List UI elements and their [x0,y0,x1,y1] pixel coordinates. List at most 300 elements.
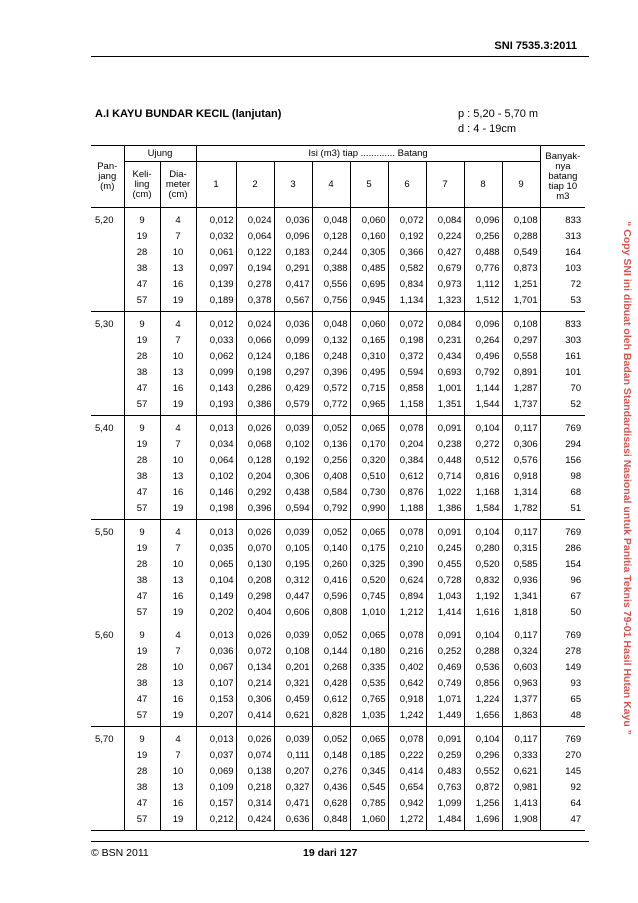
cell-volume: 0,315 [502,540,540,556]
footer-rule [91,841,589,842]
table-row [91,588,585,604]
table-row [91,675,585,691]
cell-banyaknya: 313 [540,228,585,244]
cell-volume: 0,558 [502,348,540,364]
cell-volume: 0,065 [350,520,388,541]
table-row [91,208,585,229]
cell-volume: 0,408 [312,468,350,484]
table-row [91,292,585,312]
cell-volume: 0,320 [350,452,388,468]
cell-volume: 1,782 [502,500,540,520]
header-batang-8: 8 [464,162,502,208]
cell-diameter: 13 [160,260,196,276]
cell-volume: 0,417 [274,276,312,292]
cell-diameter: 7 [160,643,196,659]
cell-banyaknya: 270 [540,747,585,763]
cell-banyaknya: 833 [540,312,585,333]
cell-volume: 0,314 [236,795,274,811]
cell-panjang [91,604,124,623]
cell-volume: 1,242 [388,707,426,727]
cell-volume: 0,066 [236,332,274,348]
cell-volume: 0,276 [312,763,350,779]
cell-volume: 0,256 [312,452,350,468]
cell-volume: 0,584 [312,484,350,500]
cell-volume: 0,310 [350,348,388,364]
cell-keliling: 19 [124,540,160,556]
cell-keliling: 38 [124,260,160,276]
cell-volume: 0,981 [502,779,540,795]
cell-volume: 0,918 [502,468,540,484]
cell-panjang [91,643,124,659]
cell-banyaknya: 769 [540,520,585,541]
length-group [91,416,585,520]
cell-volume: 0,013 [196,416,236,437]
table-row [91,691,585,707]
cell-volume: 0,104 [464,520,502,541]
cell-volume: 1,377 [502,691,540,707]
cell-diameter: 10 [160,763,196,779]
cell-volume: 0,160 [350,228,388,244]
cell-volume: 0,730 [350,484,388,500]
table-row [91,795,585,811]
cell-panjang [91,763,124,779]
cell-volume: 0,102 [274,436,312,452]
cell-volume: 0,286 [236,380,274,396]
cell-volume: 0,144 [312,643,350,659]
cell-volume: 0,244 [312,244,350,260]
cell-volume: 0,278 [236,276,274,292]
cell-volume: 0,324 [502,643,540,659]
cell-volume: 0,873 [502,260,540,276]
cell-volume: 0,288 [464,643,502,659]
cell-volume: 0,714 [426,468,464,484]
section-title: A.I KAYU BUNDAR KECIL (lanjutan) [95,108,282,120]
cell-panjang: 5,50 [95,526,114,538]
cell-volume: 0,034 [196,436,236,452]
header-batang-1: 1 [196,162,236,208]
cell-volume: 0,204 [236,468,274,484]
cell-volume: 0,013 [196,623,236,643]
cell-panjang [91,500,124,520]
footer-page-number: 19 dari 127 [303,847,358,859]
cell-volume: 0,036 [274,312,312,333]
cell-diameter: 19 [160,707,196,727]
cell-volume: 1,251 [502,276,540,292]
cell-volume: 0,891 [502,364,540,380]
cell-volume: 0,585 [502,556,540,572]
cell-volume: 0,483 [426,763,464,779]
cell-banyaknya: 96 [540,572,585,588]
cell-volume: 0,084 [426,208,464,229]
cell-volume: 0,715 [350,380,388,396]
cell-panjang [91,540,124,556]
cell-volume: 1,287 [502,380,540,396]
header-ujung: Ujung [124,146,196,162]
cell-volume: 0,260 [312,556,350,572]
table-row [91,707,585,727]
cell-volume: 0,108 [502,208,540,229]
cell-volume: 0,032 [196,228,236,244]
cell-volume: 0,396 [236,500,274,520]
cell-panjang [91,588,124,604]
cell-volume: 0,256 [464,228,502,244]
cell-volume: 0,012 [196,208,236,229]
cell-volume: 0,402 [388,659,426,675]
cell-volume: 0,612 [312,691,350,707]
cell-volume: 0,536 [464,659,502,675]
cell-keliling: 28 [124,659,160,675]
cell-volume: 1,134 [388,292,426,312]
cell-panjang [91,675,124,691]
length-group [91,312,585,416]
cell-volume: 0,102 [196,468,236,484]
cell-volume: 0,404 [236,604,274,623]
cell-panjang [91,707,124,727]
cell-volume: 0,335 [350,659,388,675]
cell-keliling: 38 [124,364,160,380]
cell-volume: 0,556 [312,276,350,292]
cell-banyaknya: 52 [540,396,585,416]
cell-keliling: 38 [124,675,160,691]
cell-volume: 0,108 [502,312,540,333]
cell-volume: 0,052 [312,623,350,643]
cell-banyaknya: 53 [540,292,585,312]
cell-banyaknya: 164 [540,244,585,260]
cell-panjang [91,396,124,416]
cell-volume: 0,024 [236,312,274,333]
cell-volume: 0,695 [350,276,388,292]
cell-volume: 0,512 [464,452,502,468]
header-rule [91,56,589,57]
cell-volume: 0,183 [274,244,312,260]
cell-volume: 0,856 [464,675,502,691]
cell-volume: 0,074 [236,747,274,763]
cell-banyaknya: 72 [540,276,585,292]
cell-banyaknya: 303 [540,332,585,348]
cell-diameter: 7 [160,228,196,244]
cell-volume: 0,749 [426,675,464,691]
cell-keliling: 28 [124,763,160,779]
table-row [91,556,585,572]
cell-volume: 0,628 [312,795,350,811]
cell-volume: 0,259 [426,747,464,763]
cell-diameter: 19 [160,811,196,831]
cell-volume: 1,188 [388,500,426,520]
cell-volume: 0,434 [426,348,464,364]
cell-volume: 0,134 [236,659,274,675]
cell-volume: 0,321 [274,675,312,691]
cell-volume: 0,201 [274,659,312,675]
cell-diameter: 13 [160,468,196,484]
cell-keliling: 19 [124,332,160,348]
cell-keliling: 47 [124,795,160,811]
cell-banyaknya: 156 [540,452,585,468]
cell-volume: 0,756 [312,292,350,312]
cell-volume: 0,378 [236,292,274,312]
cell-volume: 0,175 [350,540,388,556]
cell-volume: 0,765 [350,691,388,707]
cell-volume: 0,535 [350,675,388,691]
cell-banyaknya: 68 [540,484,585,500]
cell-volume: 0,488 [464,244,502,260]
cell-volume: 0,222 [388,747,426,763]
cell-volume: 0,438 [274,484,312,500]
cell-banyaknya: 294 [540,436,585,452]
cell-volume: 0,621 [502,763,540,779]
cell-volume: 0,037 [196,747,236,763]
cell-volume: 0,693 [426,364,464,380]
cell-volume: 0,429 [274,380,312,396]
cell-volume: 0,945 [350,292,388,312]
cell-volume: 1,071 [426,691,464,707]
cell-volume: 0,078 [388,416,426,437]
cell-panjang [91,348,124,364]
cell-diameter: 16 [160,691,196,707]
cell-volume: 1,035 [350,707,388,727]
cell-volume: 0,078 [388,727,426,748]
cell-volume: 0,097 [196,260,236,276]
cell-banyaknya: 70 [540,380,585,396]
cell-volume: 0,848 [312,811,350,831]
header-batang-3: 3 [274,162,312,208]
cell-keliling: 47 [124,588,160,604]
cell-volume: 0,052 [312,727,350,748]
cell-volume: 0,136 [312,436,350,452]
cell-diameter: 7 [160,747,196,763]
cell-volume: 1,484 [426,811,464,831]
cell-panjang [91,436,124,452]
cell-volume: 0,990 [350,500,388,520]
cell-keliling: 19 [124,228,160,244]
cell-diameter: 13 [160,675,196,691]
cell-volume: 0,198 [236,364,274,380]
cell-volume: 0,026 [236,416,274,437]
cell-volume: 0,388 [312,260,350,276]
cell-volume: 1,696 [464,811,502,831]
cell-volume: 0,469 [426,659,464,675]
cell-volume: 0,148 [312,747,350,763]
cell-diameter: 16 [160,484,196,500]
length-range: p : 5,20 - 5,70 m [458,108,539,120]
cell-volume: 1,001 [426,380,464,396]
cell-volume: 0,078 [388,623,426,643]
cell-keliling: 47 [124,380,160,396]
cell-volume: 0,072 [236,643,274,659]
cell-diameter: 7 [160,436,196,452]
cell-volume: 0,026 [236,727,274,748]
cell-volume: 0,248 [312,348,350,364]
cell-volume: 0,636 [274,811,312,831]
cell-volume: 0,386 [236,396,274,416]
header-panjang: Pan- jang (m) [91,146,124,208]
cell-diameter: 7 [160,332,196,348]
cell-volume: 0,096 [274,228,312,244]
cell-volume: 0,965 [350,396,388,416]
cell-volume: 0,606 [274,604,312,623]
cell-volume: 0,036 [274,208,312,229]
cell-volume: 0,099 [274,332,312,348]
cell-volume: 0,067 [196,659,236,675]
cell-volume: 0,296 [464,747,502,763]
cell-volume: 1,099 [426,795,464,811]
cell-panjang [91,556,124,572]
cell-volume: 0,212 [196,811,236,831]
cell-volume: 1,863 [502,707,540,727]
cell-panjang [91,244,124,260]
cell-diameter: 13 [160,572,196,588]
cell-panjang [91,332,124,348]
cell-volume: 0,065 [350,623,388,643]
page-header-standard: SNI 7535.3:2011 [494,40,577,52]
cell-volume: 0,594 [388,364,426,380]
cell-volume: 0,117 [502,727,540,748]
cell-volume: 0,834 [388,276,426,292]
header-batang-9: 9 [502,162,540,208]
cell-diameter: 10 [160,244,196,260]
cell-volume: 0,238 [426,436,464,452]
header-batang-2: 2 [236,162,274,208]
cell-keliling: 9 [124,312,160,333]
cell-volume: 0,297 [274,364,312,380]
cell-keliling: 9 [124,623,160,643]
cell-keliling: 57 [124,292,160,312]
cell-volume: 0,455 [426,556,464,572]
cell-volume: 0,448 [426,452,464,468]
cell-diameter: 10 [160,452,196,468]
cell-volume: 0,252 [426,643,464,659]
cell-volume: 0,231 [426,332,464,348]
table-row [91,468,585,484]
cell-volume: 0,026 [236,623,274,643]
cell-volume: 0,210 [388,540,426,556]
cell-volume: 0,185 [350,747,388,763]
cell-volume: 0,109 [196,779,236,795]
cell-panjang [91,691,124,707]
cell-volume: 0,107 [196,675,236,691]
cell-keliling: 9 [124,416,160,437]
cell-volume: 0,582 [388,260,426,276]
cell-volume: 0,149 [196,588,236,604]
cell-panjang [91,659,124,675]
table-row [91,500,585,520]
cell-volume: 0,039 [274,520,312,541]
cell-volume: 0,264 [464,332,502,348]
cell-volume: 0,130 [236,556,274,572]
cell-volume: 0,048 [312,312,350,333]
cell-volume: 0,117 [502,520,540,541]
table-row [91,396,585,416]
cell-banyaknya: 65 [540,691,585,707]
header-batang-7: 7 [426,162,464,208]
cell-panjang: 5,70 [95,733,114,745]
cell-volume: 0,545 [350,779,388,795]
cell-volume: 1,224 [464,691,502,707]
cell-volume: 0,065 [196,556,236,572]
cell-volume: 0,772 [312,396,350,416]
cell-volume: 0,198 [388,332,426,348]
cell-volume: 0,198 [196,500,236,520]
cell-volume: 0,621 [274,707,312,727]
cell-volume: 0,138 [236,763,274,779]
table-row [91,540,585,556]
cell-volume: 0,104 [464,727,502,748]
cell-volume: 0,292 [236,484,274,500]
cell-volume: 0,208 [236,572,274,588]
cell-banyaknya: 101 [540,364,585,380]
cell-banyaknya: 103 [540,260,585,276]
header-batang-5: 5 [350,162,388,208]
cell-banyaknya: 98 [540,468,585,484]
cell-volume: 1,192 [464,588,502,604]
cell-volume: 1,022 [426,484,464,500]
cell-volume: 0,124 [236,348,274,364]
cell-volume: 0,808 [312,604,350,623]
cell-volume: 0,936 [502,572,540,588]
cell-panjang [91,779,124,795]
cell-keliling: 57 [124,811,160,831]
cell-volume: 1,512 [464,292,502,312]
cell-volume: 0,624 [388,572,426,588]
cell-volume: 0,033 [196,332,236,348]
cell-diameter: 16 [160,276,196,292]
cell-keliling: 38 [124,572,160,588]
cell-banyaknya: 769 [540,416,585,437]
cell-panjang [91,228,124,244]
cell-volume: 0,876 [388,484,426,500]
table-row [91,811,585,831]
cell-keliling: 47 [124,276,160,292]
cell-volume: 0,792 [464,364,502,380]
cell-keliling: 19 [124,643,160,659]
table-row [91,312,585,333]
cell-panjang: 5,30 [95,318,114,330]
cell-volume: 1,212 [388,604,426,623]
cell-volume: 0,414 [236,707,274,727]
length-group [91,520,585,624]
cell-volume: 0,140 [312,540,350,556]
table-row [91,228,585,244]
cell-volume: 0,091 [426,727,464,748]
cell-diameter: 10 [160,556,196,572]
table-row [91,276,585,292]
cell-diameter: 4 [160,727,196,748]
cell-volume: 0,189 [196,292,236,312]
cell-keliling: 57 [124,604,160,623]
cell-volume: 0,194 [236,260,274,276]
cell-panjang: 5,20 [95,214,114,226]
cell-volume: 0,146 [196,484,236,500]
cell-volume: 0,942 [388,795,426,811]
cell-volume: 0,072 [388,312,426,333]
cell-diameter: 16 [160,588,196,604]
cell-volume: 0,390 [388,556,426,572]
cell-panjang [91,364,124,380]
cell-volume: 0,065 [350,416,388,437]
cell-volume: 1,168 [464,484,502,500]
cell-keliling: 28 [124,244,160,260]
cell-banyaknya: 769 [540,727,585,748]
cell-volume: 0,520 [464,556,502,572]
cell-volume: 0,306 [502,436,540,452]
cell-volume: 0,096 [464,208,502,229]
cell-volume: 0,272 [464,436,502,452]
cell-volume: 1,544 [464,396,502,416]
cell-volume: 0,268 [312,659,350,675]
cell-volume: 0,858 [388,380,426,396]
cell-volume: 0,485 [350,260,388,276]
cell-panjang [91,380,124,396]
cell-volume: 0,894 [388,588,426,604]
